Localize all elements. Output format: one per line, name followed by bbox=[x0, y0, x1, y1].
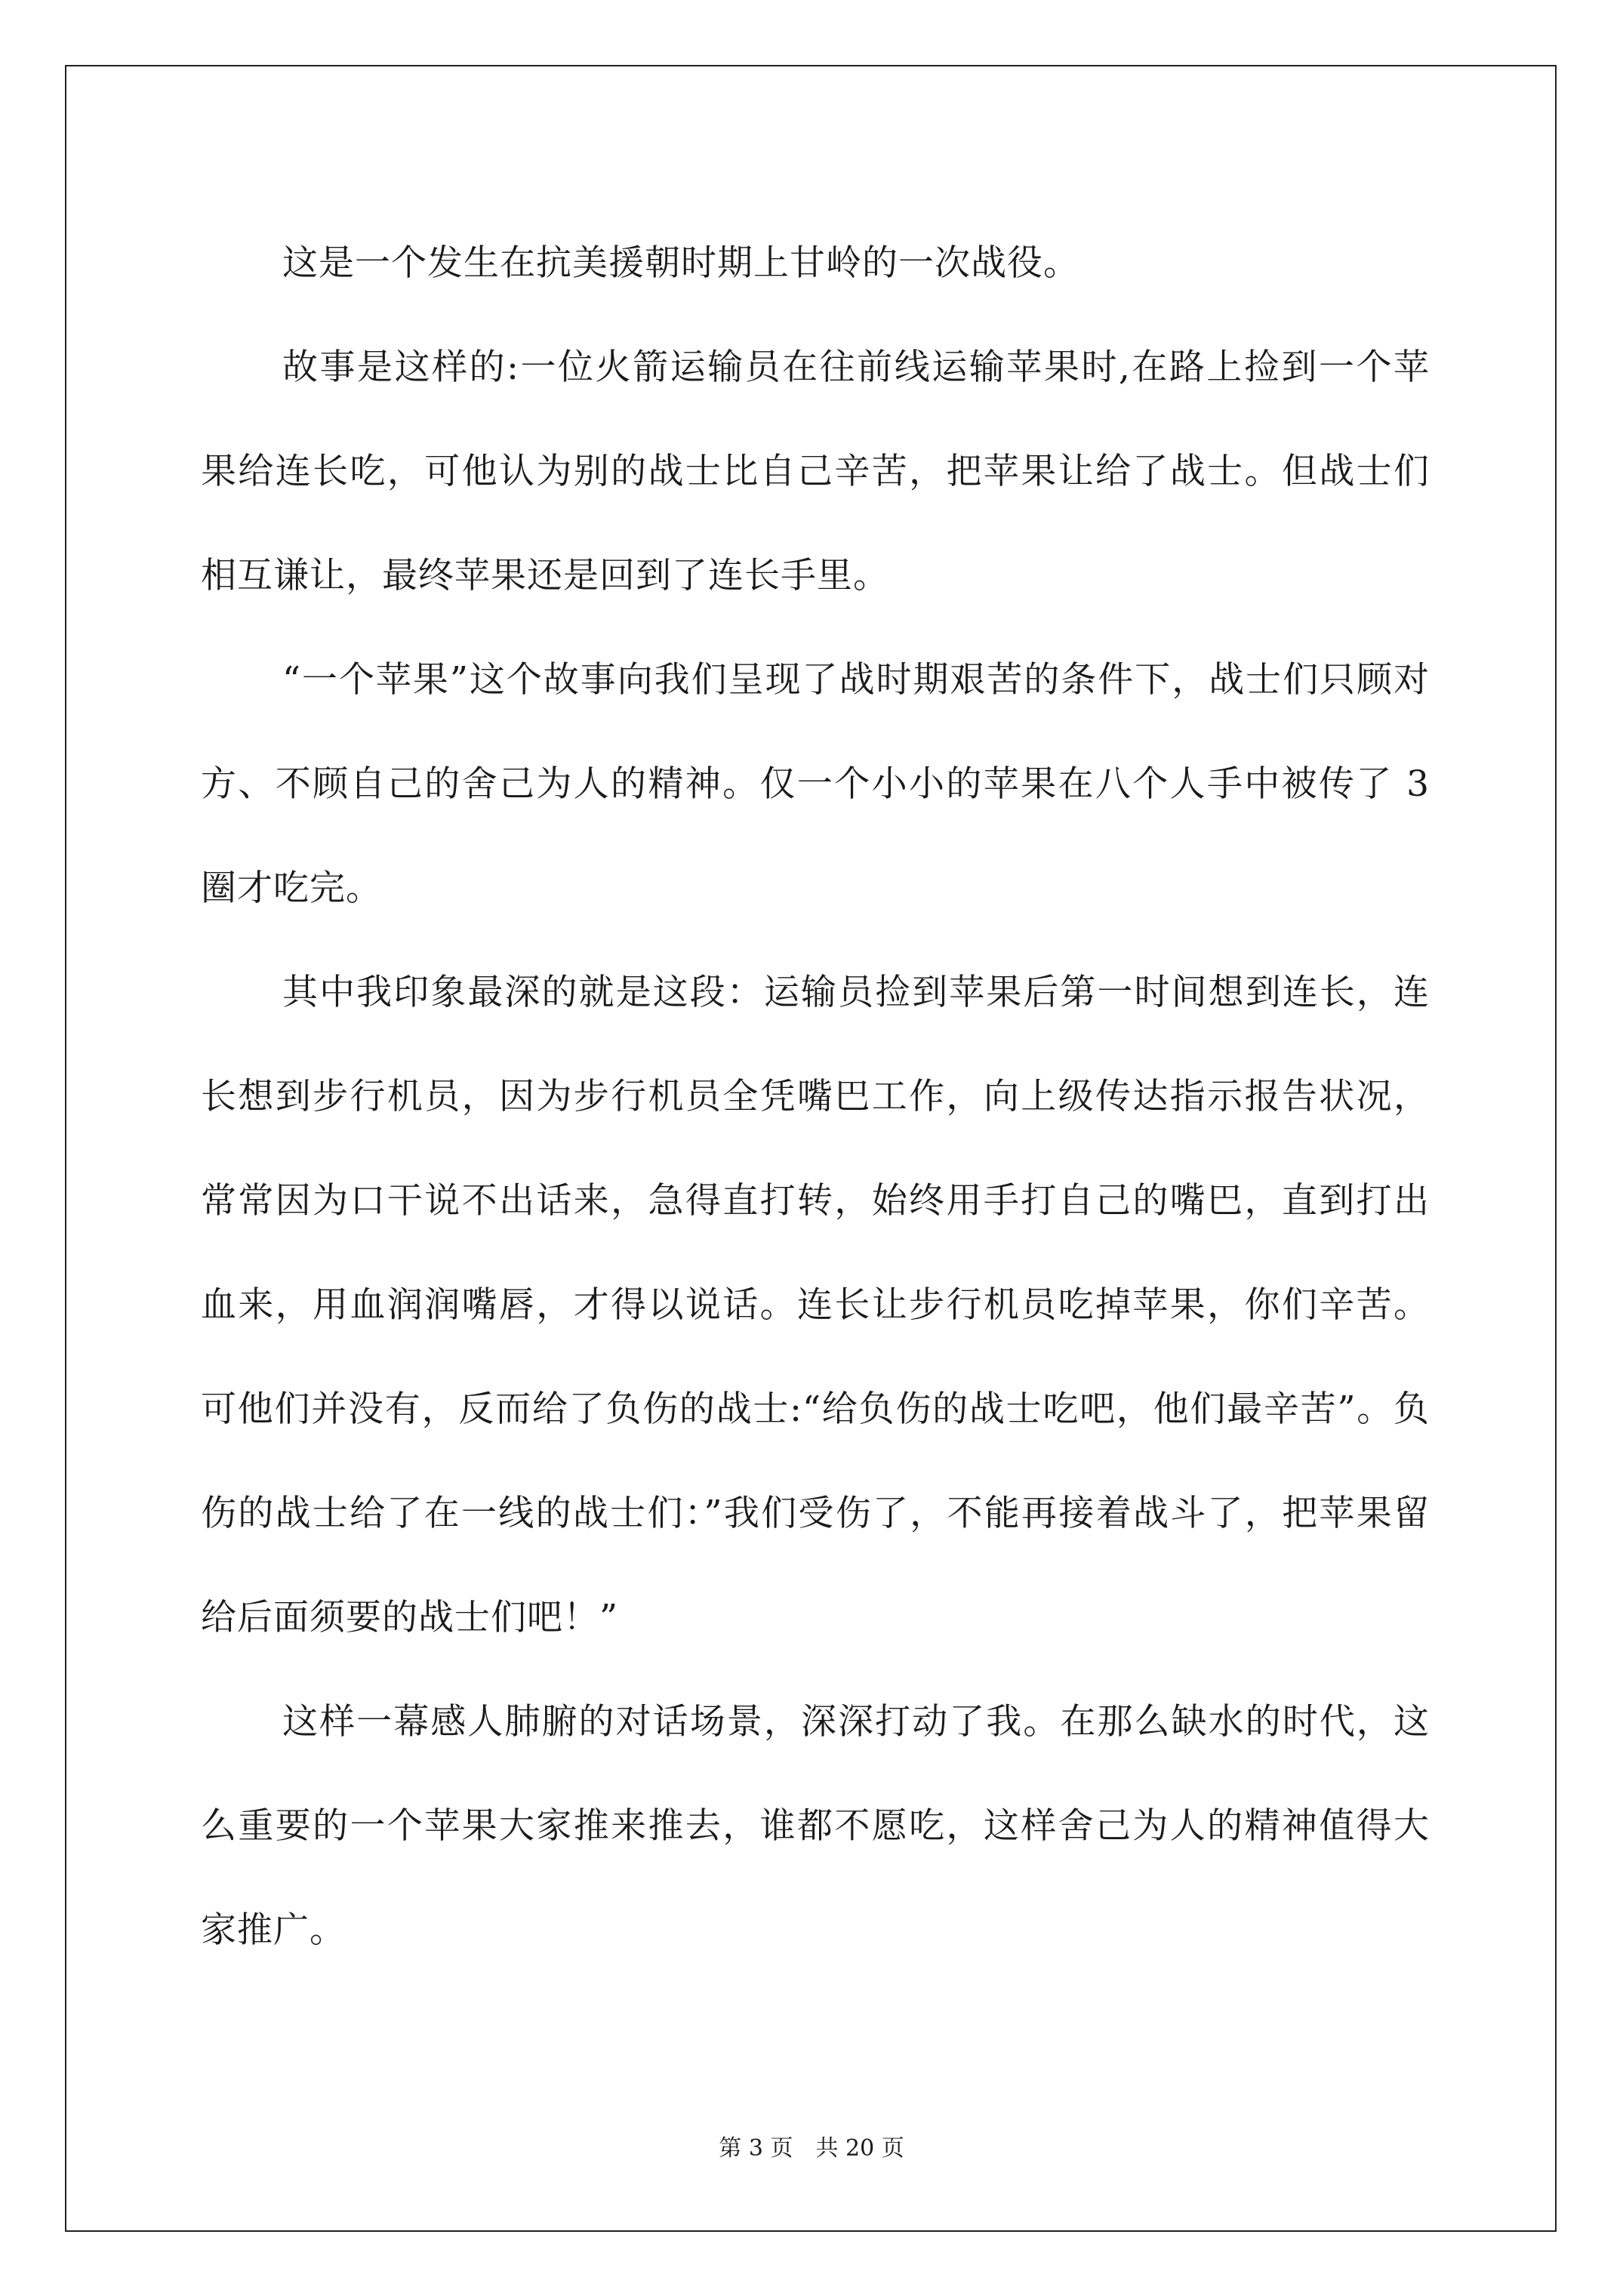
paragraph: 故事是这样的:一位火箭运输员在往前线运输苹果时,在路上捡到一个苹果给连长吃，可他认为别的战士比自己辛苦，把苹果让给了战士。但战士们相互谦让，最终苹果还是回到了连长手里。 bbox=[201, 347, 1430, 596]
document-body bbox=[201, 211, 1430, 1983]
paragraph: 其中我印象最深的就是这段：运输员捡到苹果后第一时间想到连长，连长想到步行机员，因为步行机员全凭嘴巴工作，向上级传达指示报告状况，常常因为口干说不出话来，急得直打转，始终用手打自己的嘴巴，直到打出血来，用血润润嘴唇，才得以说话。连长让步行机员吃掉苹果，你们辛苦。可他们并没有，反而给了负伤的战士:“给负伤的战士吃吧，他们最辛苦”。负伤的战士给了在一线的战士们：”我们受伤了，不能再接着战斗了，把苹果留给后面须要的战士们吧！” bbox=[201, 972, 1430, 1638]
paragraph: 这样一幕感人肺腑的对话场景，深深打动了我。在那么缺水的时代，这么重要的一个苹果大家推来推去，谁都不愿吃，这样舍己为人的精神值得大家推广。 bbox=[201, 1701, 1430, 1951]
paragraph: 这是一个发生在抗美援朝时期上甘岭的一次战役。 bbox=[282, 242, 1079, 284]
paragraph: “一个苹果”这个故事向我们呈现了战时期艰苦的条件下，战士们只顾对方、不顾自己的舍己为人的精神。仅一个小小的苹果在八个人手中被传了 3 圈才吃完。 bbox=[201, 659, 1430, 909]
page-number-footer: 第 3 页 共 20 页 bbox=[719, 2135, 904, 2162]
